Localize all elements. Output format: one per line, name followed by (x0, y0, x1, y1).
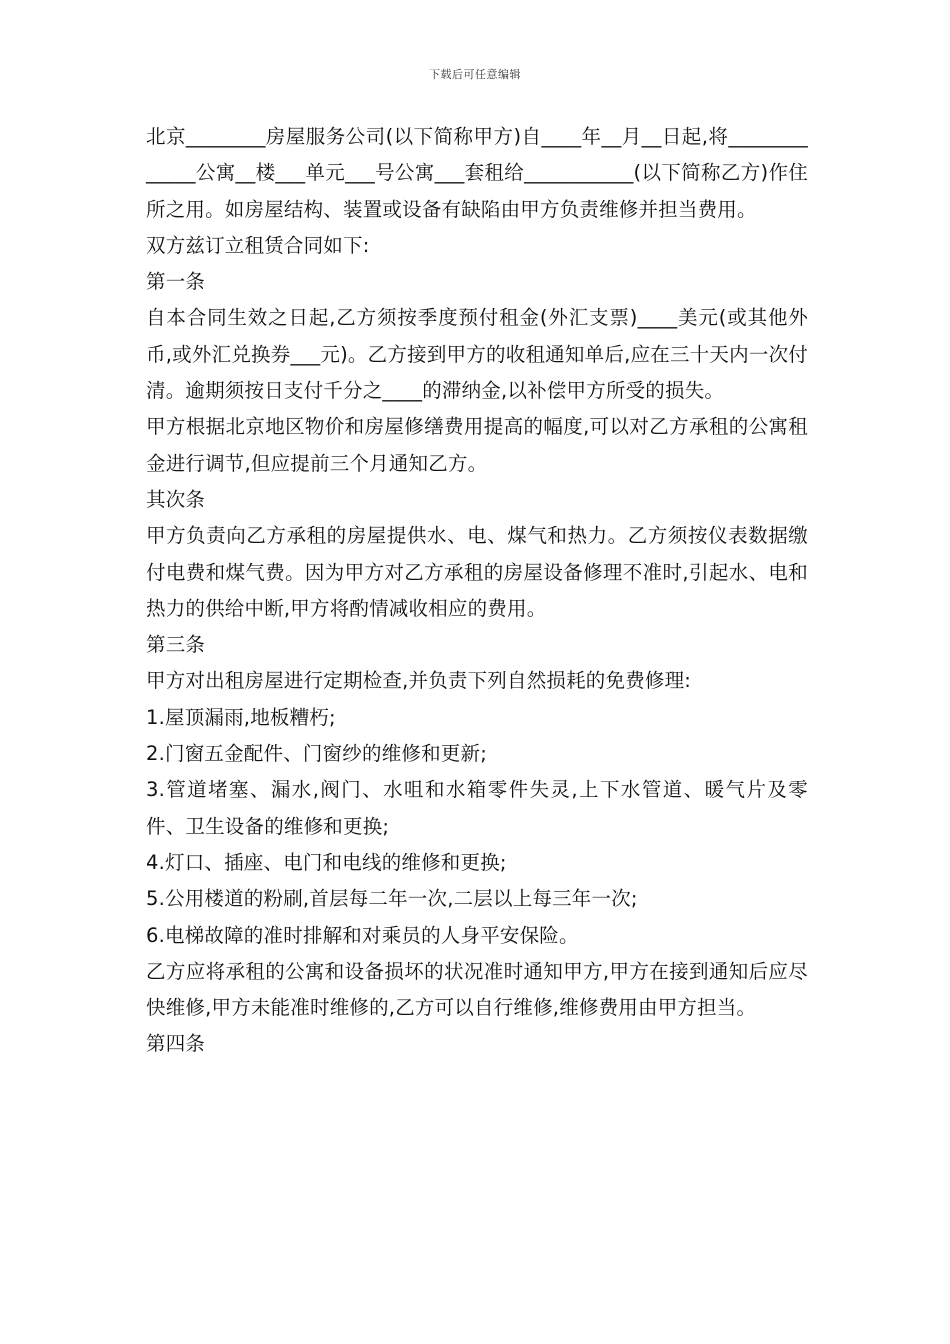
article-4-heading: 第四条 (146, 1032, 206, 1056)
article-1-adjustment-paragraph: 甲方根据北京地区物价和房屋修缮费用提高的幅度,可以对乙方承租的公寓租金进行调节,但应提前三个月通知乙方。 (146, 415, 808, 475)
contract-intro-paragraph: 北京________房屋服务公司(以下简称甲方)自____年__月__日起,将_____________公寓__楼___单元___号公寓___套租给___________(以下简称乙方)作住所之用。如房屋结构、装置或设备有缺陷由甲方负责维修并担当费用。 (146, 125, 808, 221)
list-item: 6.电梯故障的准时排解和对乘员的人身平安保险。 (146, 923, 579, 947)
list-item: 1.屋顶漏雨,地板糟朽; (146, 705, 336, 729)
article-3-heading: 第三条 (146, 633, 206, 657)
page-header-note: 下载后可任意编辑 (429, 68, 521, 81)
list-item: 2.门窗五金配件、门窗纱的维修和更新; (146, 742, 487, 766)
article-1-rent-paragraph: 自本合同生效之日起,乙方须按季度预付租金(外汇支票)____美元(或其他外币,或外汇兑换券___元)。乙方接到甲方的收租通知单后,应在三十天内一次付清。逾期须按日支付千分之____的滞纳金,以补偿甲方所受的损失。 (146, 306, 808, 403)
article-1-heading: 第一条 (146, 270, 206, 294)
document-body (146, 119, 808, 1063)
list-item: 3.管道堵塞、漏水,阀门、水咀和水箱零件失灵,上下水管道、暖气片及零件、卫生设备的维修和更换; (146, 778, 808, 838)
list-item: 5.公用楼道的粉刷,首层每二年一次,二层以上每三年一次; (146, 887, 638, 911)
contract-agreement-line: 双方兹订立租赁合同如下: (146, 233, 370, 257)
article-3-repair-notice-paragraph: 乙方应将承租的公寓和设备损坏的状况准时通知甲方,甲方在接到通知后应尽快维修,甲方未能准时维修的,乙方可以自行维修,维修费用由甲方担当。 (146, 959, 808, 1020)
list-item: 4.灯口、插座、电门和电线的维修和更换; (146, 850, 507, 874)
article-3-intro-paragraph: 甲方对出租房屋进行定期检查,并负责下列自然损耗的免费修理: (146, 669, 692, 693)
article-2-heading: 其次条 (146, 487, 206, 511)
article-2-utilities-paragraph: 甲方负责向乙方承租的房屋提供水、电、煤气和热力。乙方须按仪表数据缴付电费和煤气费。因为甲方对乙方承租的房屋设备修理不准时,引起水、电和热力的供给中断,甲方将酌情减收相应的费用。 (146, 524, 808, 620)
